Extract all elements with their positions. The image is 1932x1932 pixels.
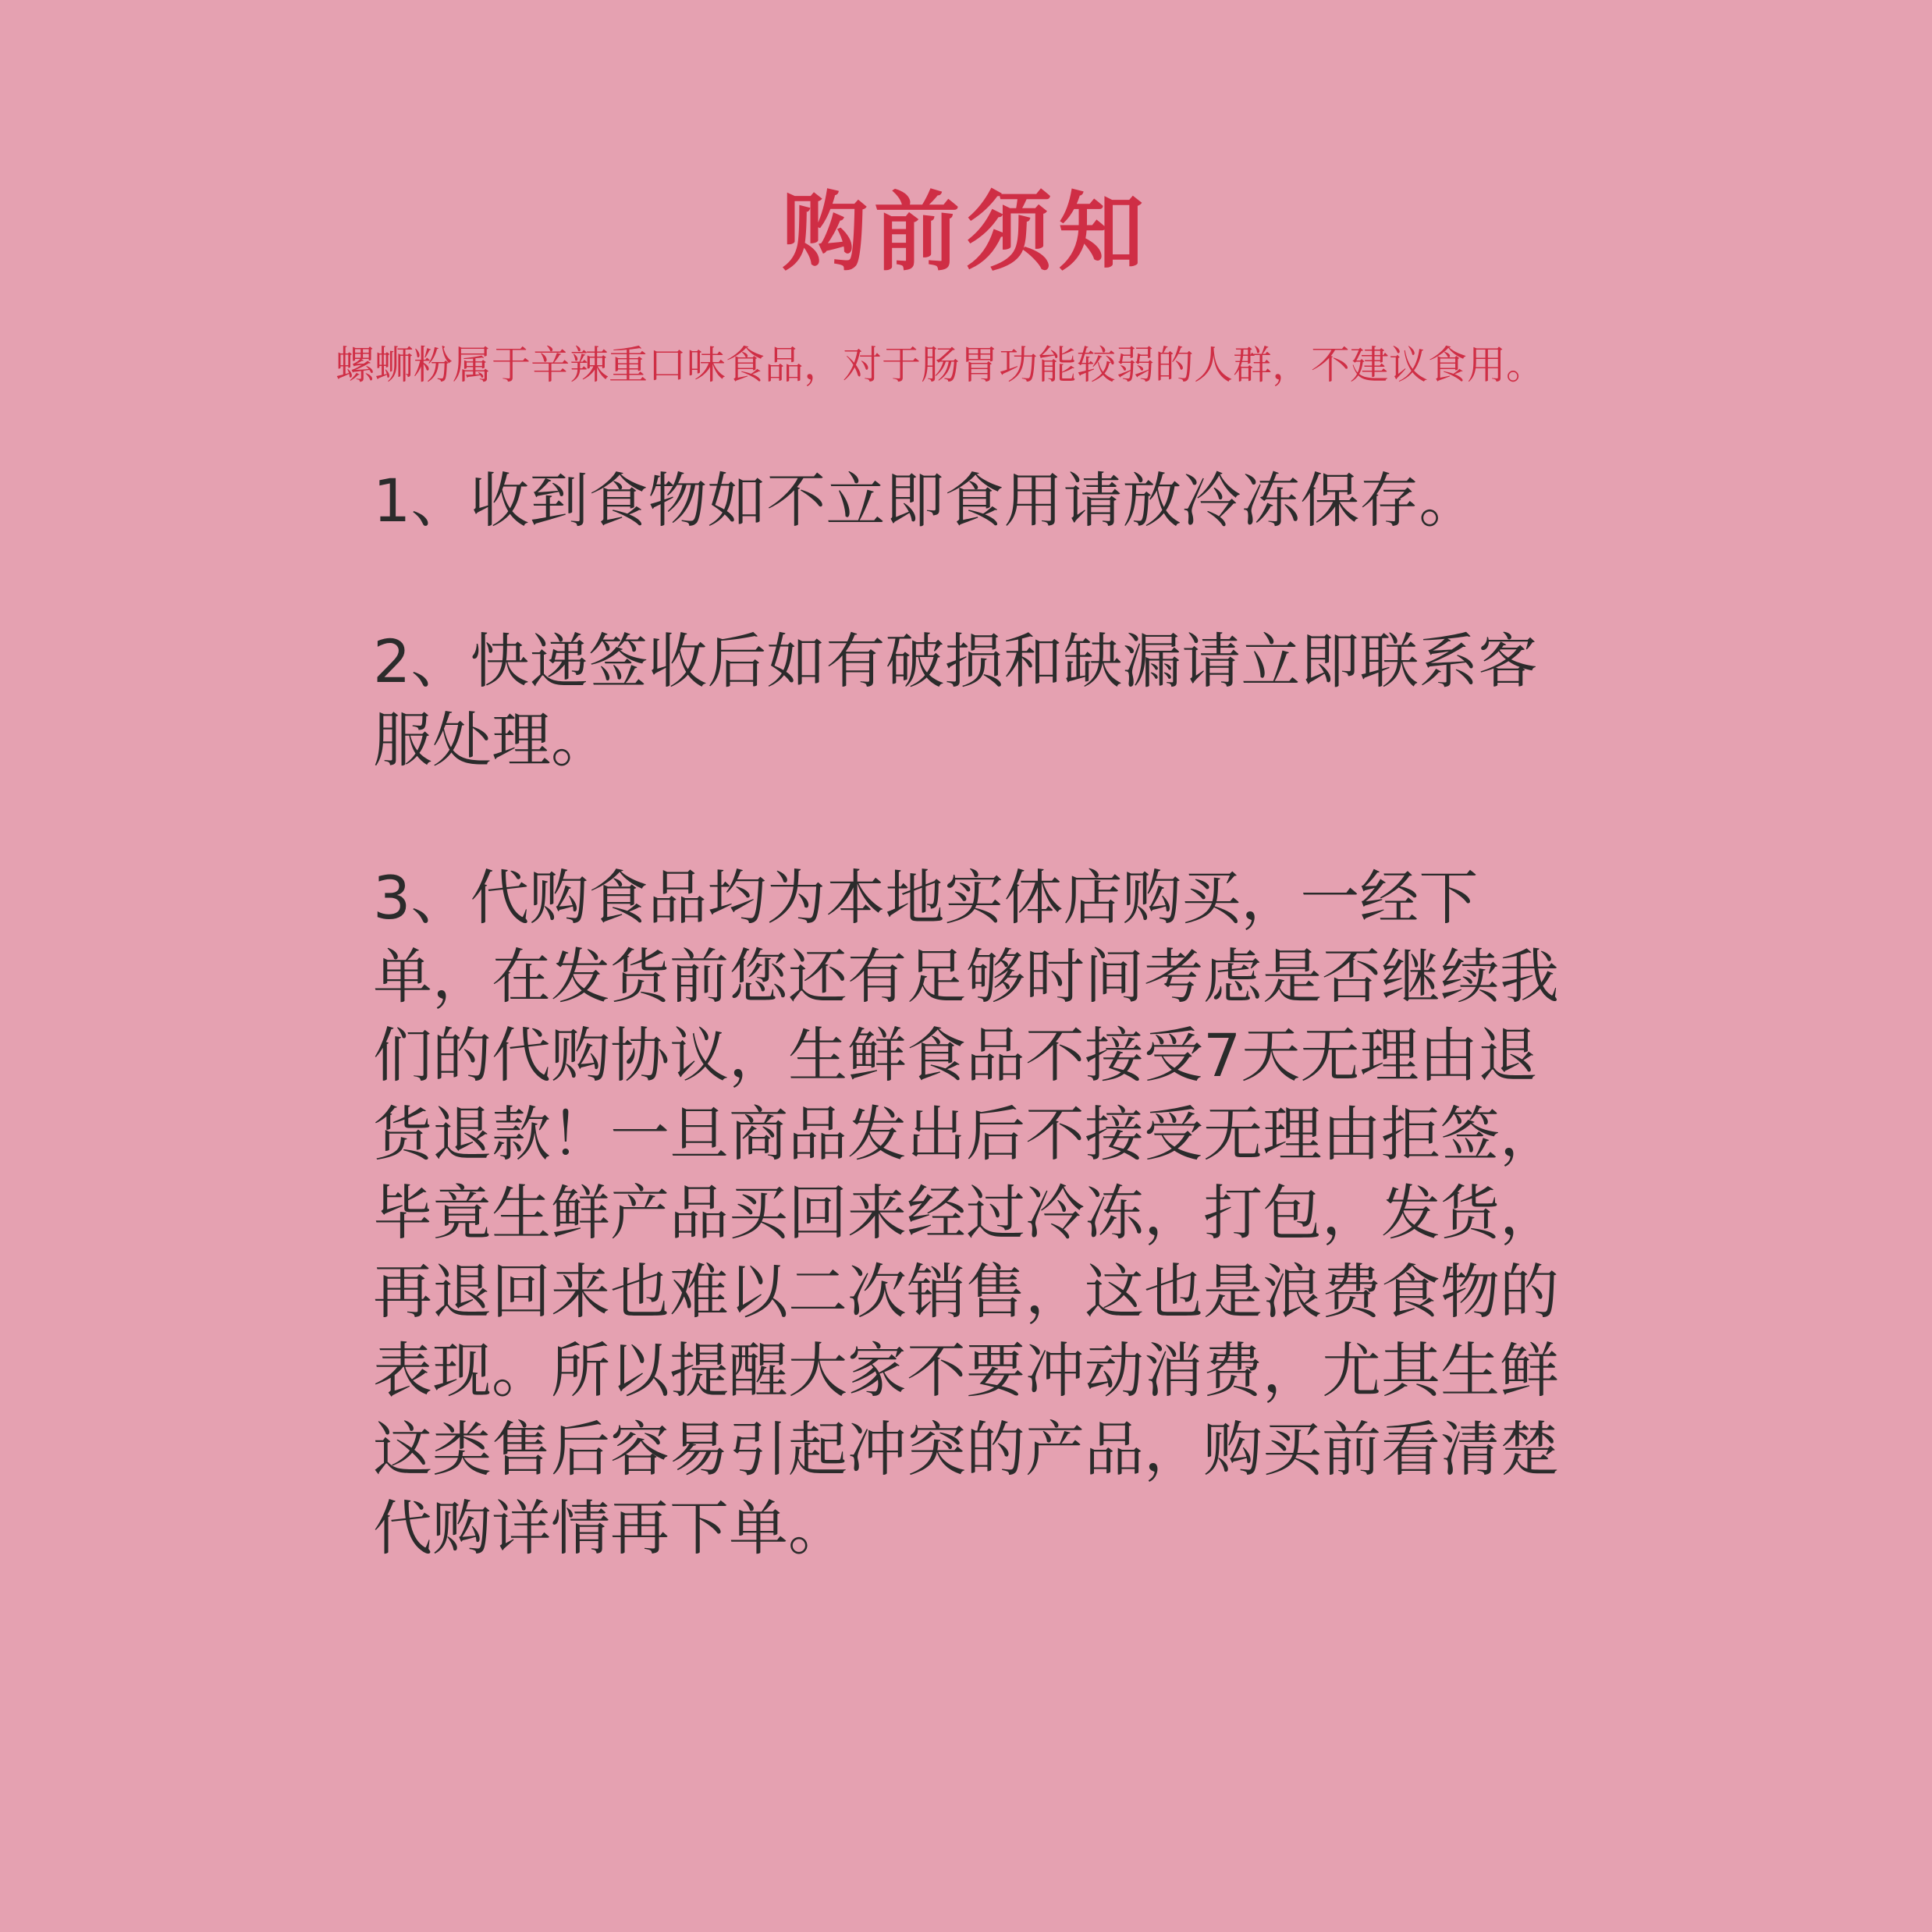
page-title: 购前须知	[782, 183, 1150, 282]
notice-item-3: 3、代购食品均为本地实体店购买，一经下单，在发货前您还有足够时间考虑是否继续我们的代购协议，生鲜食品不接受7天无理由退货退款！一旦商品发出后不接受无理由拒签，毕竟生鲜产品买回来经过冷冻，打包，发货，再退回来也难以二次销售，这也是浪费食物的表现。所以提醒大家不要冲动消费，尤其生鲜这类售后容易引起冲突的产品，购买前看清楚代购详情再下单。	[373, 863, 1559, 1563]
warning-subtitle: 螺蛳粉属于辛辣重口味食品，对于肠胃功能较弱的人群，不建议食用。	[336, 343, 1545, 388]
notice-item-2: 2、快递签收后如有破损和缺漏请立即联系客服处理。	[373, 627, 1538, 775]
notice-item-1: 1、收到食物如不立即食用请放冷冻保存。	[373, 466, 1479, 535]
